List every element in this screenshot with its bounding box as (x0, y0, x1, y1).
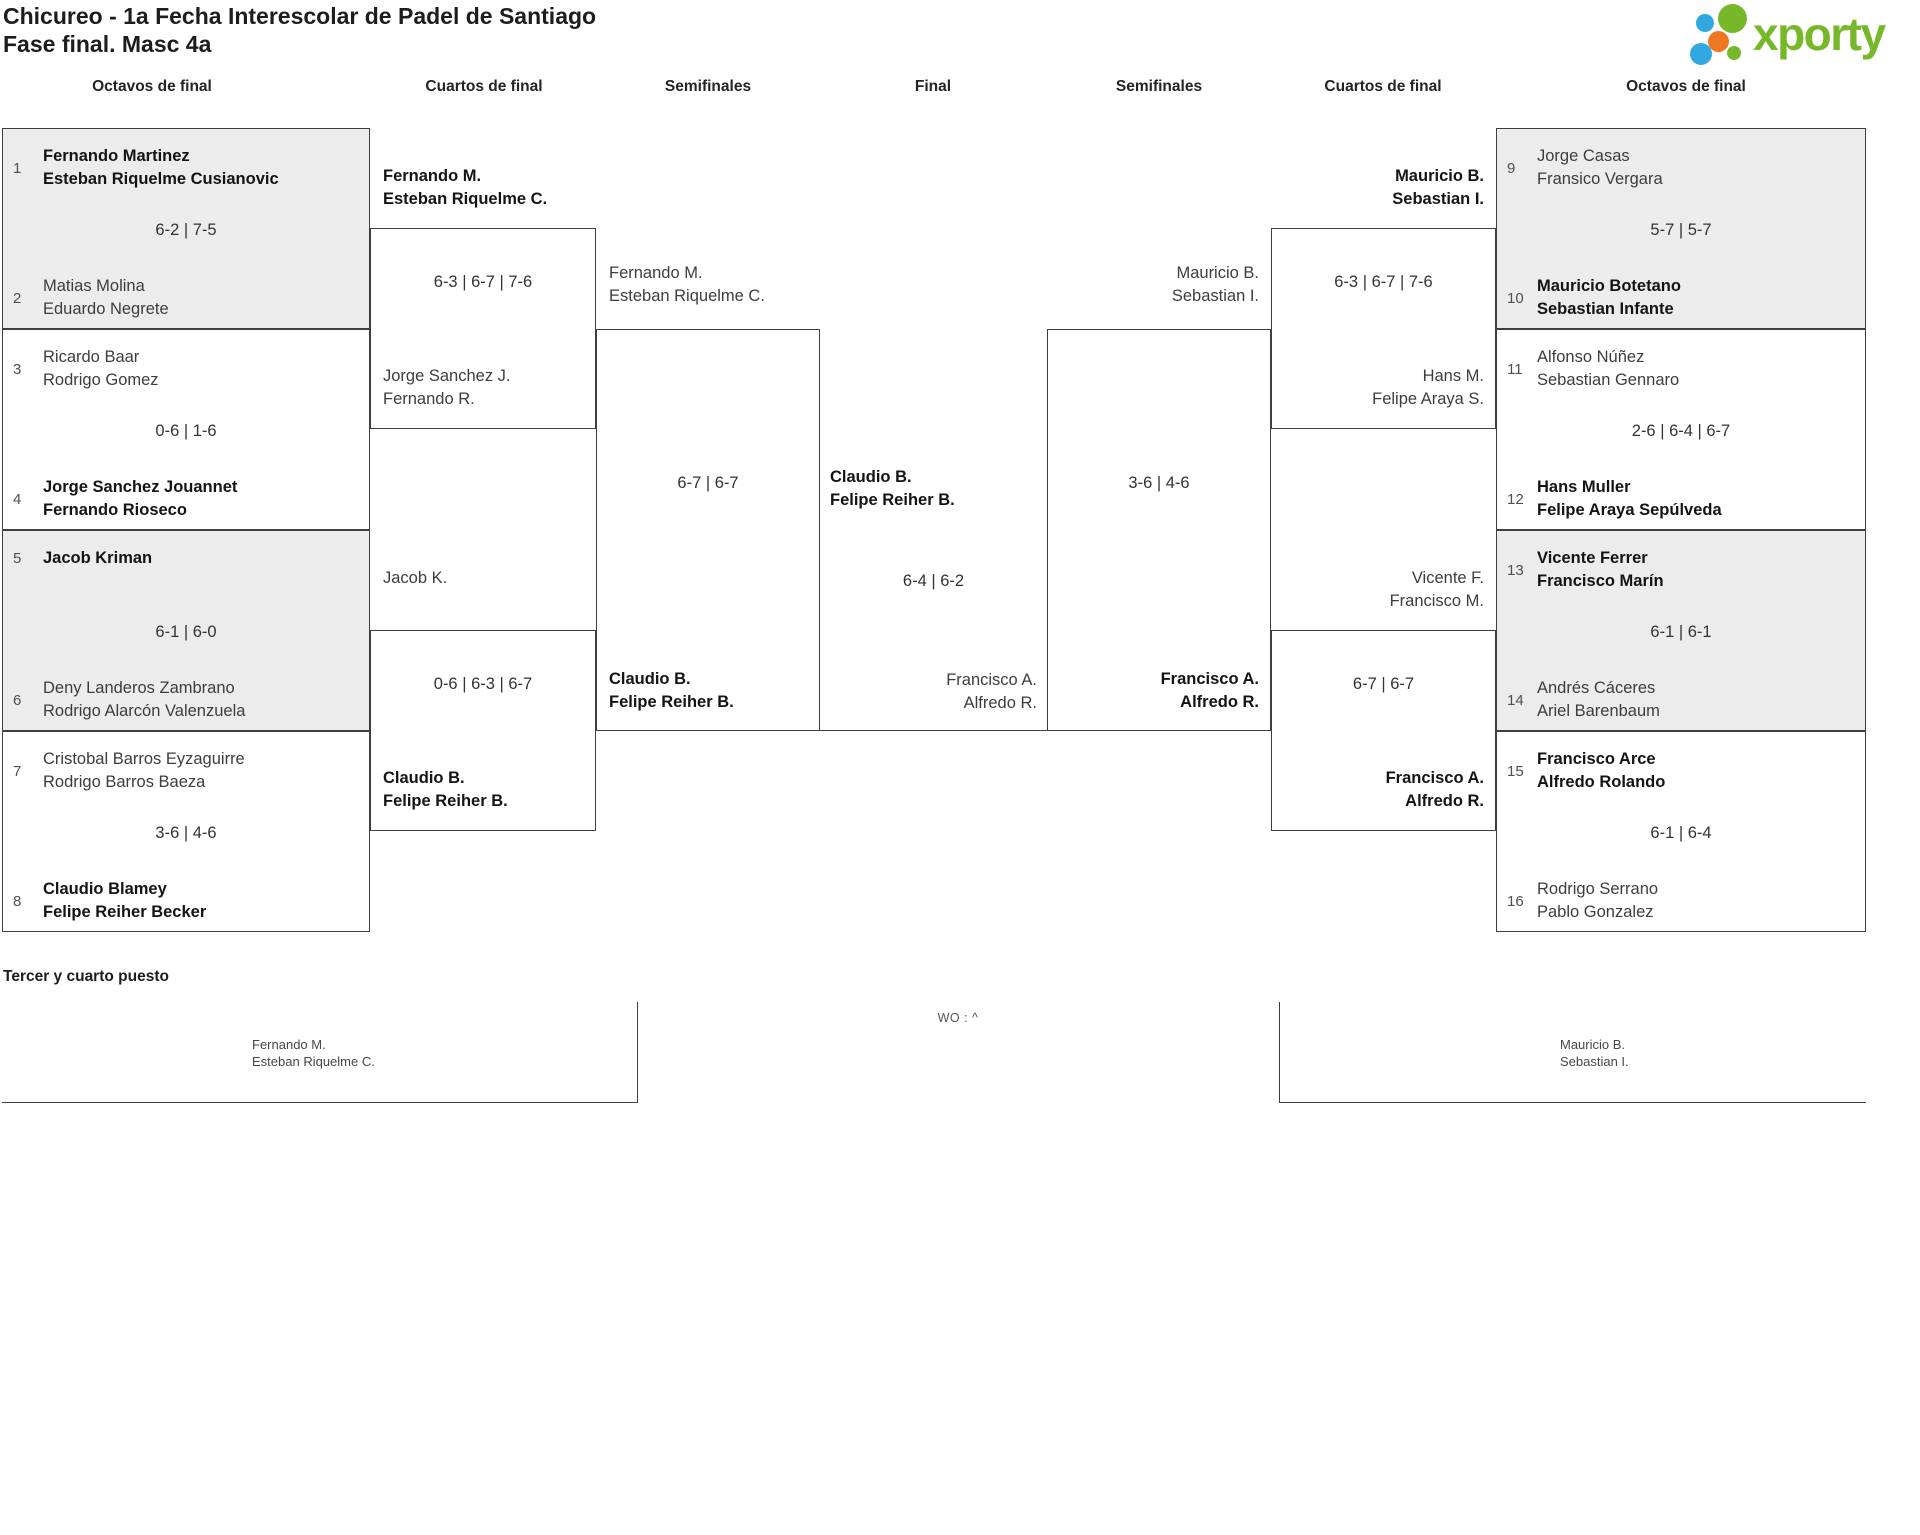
match-box-octavos-4 (2, 731, 370, 932)
team-name: Vicente F. Francisco M. (1389, 569, 1484, 610)
team-name: Jorge Casas Fransico Vergara (1537, 147, 1663, 188)
team-row (13, 677, 361, 723)
team-row (1507, 145, 1857, 191)
logo-dot-blue-small-icon (1696, 14, 1714, 32)
seed-number: 12 (1507, 490, 1524, 508)
team-row (13, 547, 361, 570)
team-row (13, 275, 361, 321)
team-name: Claudio B. Felipe Reiher B. (609, 670, 734, 711)
match-score: 3-6 | 4-6 (1128, 474, 1190, 492)
advancing-team (383, 165, 547, 211)
team-name: Cristobal Barros Eyzaguirre Rodrigo Barros Baeza (43, 750, 245, 791)
team-name: Andrés Cáceres Ariel Barenbaum (1537, 679, 1660, 720)
match-score: 2-6 | 6-4 | 6-7 (1631, 422, 1731, 440)
match-box-quarterfinal-3 (1271, 167, 1496, 429)
page-title: Chicureo - 1a Fecha Interescolar de Padel de Santiago (3, 3, 597, 29)
round-header-cuartos-right: Cuartos de final (1324, 78, 1442, 95)
match-box-octavos-8 (1496, 731, 1866, 932)
match-score: 6-2 | 7-5 (155, 221, 217, 239)
match-box-octavos-7 (1496, 530, 1866, 731)
team-name: Francisco A. Alfredo R. (946, 671, 1037, 712)
round-header-octavos-right: Octavos de final (1626, 78, 1746, 95)
team-name: Deny Landeros Zambrano Rodrigo Alarcón Valenzuela (43, 679, 246, 720)
seed-number: 16 (1507, 892, 1524, 910)
seed-number: 10 (1507, 289, 1524, 307)
team-name: Fernando M. Esteban Riquelme C. (383, 167, 548, 208)
seed-number: 7 (13, 762, 22, 780)
third-place-team-left: Fernando M. Esteban Riquelme C. (252, 1037, 375, 1069)
match-score: 0-6 | 6-3 | 6-7 (433, 675, 533, 693)
logo-dot-blue-large-icon (1690, 43, 1712, 65)
match-box-quarterfinal-4 (1271, 569, 1496, 831)
advancing-team (609, 668, 734, 714)
advancing-team (1372, 365, 1484, 411)
team-row (13, 476, 361, 522)
logo-dot-green-small-icon (1727, 46, 1741, 60)
team-name: Francisco A. Alfredo R. (1385, 769, 1484, 810)
logo-dot-green-large-icon (1718, 4, 1747, 33)
team-row (13, 346, 361, 392)
team-name: Fernando Martinez Esteban Riquelme Cusianovic (43, 147, 279, 188)
match-box-octavos-5 (1496, 128, 1866, 329)
match-score: 6-7 | 6-7 (677, 474, 739, 492)
match-score: 6-1 | 6-1 (1650, 623, 1712, 641)
team-name: Mauricio B. Sebastian I. (1392, 167, 1484, 208)
team-name: Rodrigo Serrano Pablo Gonzalez (1537, 880, 1659, 921)
team-name: Claudio Blamey Felipe Reiher Becker (43, 880, 207, 921)
third-place-title: Tercer y cuarto puesto (3, 968, 169, 985)
match-box-semifinal-2 (1047, 264, 1271, 731)
seed-number: 4 (13, 490, 22, 508)
advancing-team (383, 365, 511, 411)
advancing-team (1392, 165, 1484, 211)
walkover-note: WO : ^ (937, 1011, 979, 1025)
advancing-team (1161, 668, 1259, 714)
team-row (1507, 476, 1857, 522)
team-name: Claudio B. Felipe Reiher B. (383, 769, 508, 810)
team-name: Hans Muller Felipe Araya Sepúlveda (1537, 478, 1722, 519)
round-header-cuartos-left: Cuartos de final (425, 78, 543, 95)
advancing-team (609, 262, 765, 308)
match-box-octavos-6 (1496, 329, 1866, 530)
team-name: Mauricio B. Sebastian I. (1171, 264, 1259, 305)
match-box-octavos-2 (2, 329, 370, 530)
team-name: Vicente Ferrer Francisco Marín (1537, 549, 1664, 590)
match-box-semifinal-1 (596, 264, 820, 731)
seed-number: 11 (1507, 360, 1523, 378)
team-row (1507, 878, 1857, 924)
team-row (1507, 748, 1857, 794)
match-score: 5-7 | 5-7 (1650, 221, 1712, 239)
advancing-team (1386, 767, 1484, 813)
match-score: 6-1 | 6-4 (1650, 824, 1712, 842)
final-winner (830, 466, 955, 512)
seed-number: 13 (1507, 561, 1524, 579)
team-name: Jorge Sanchez J. Fernando R. (383, 367, 511, 408)
match-score: 6-3 | 6-7 | 7-6 (433, 273, 533, 291)
seed-number: 3 (13, 360, 22, 378)
team-name: Claudio B. Felipe Reiher B. (830, 468, 955, 509)
team-row (1507, 346, 1857, 392)
seed-number: 8 (13, 892, 22, 910)
team-name: Fernando M. Esteban Riquelme C. (609, 264, 765, 305)
team-row (13, 748, 361, 794)
advancing-team (383, 767, 508, 813)
match-score: 6-1 | 6-0 (155, 623, 217, 641)
final-score: 6-4 | 6-2 (902, 572, 965, 590)
logo-wordmark: xporty (1753, 8, 1885, 60)
team-row (1507, 275, 1857, 321)
seed-number: 5 (13, 550, 22, 567)
match-score: 6-7 | 6-7 (1352, 675, 1415, 693)
team-name: Hans M. Felipe Araya S. (1372, 367, 1484, 408)
page-subtitle: Fase final. Masc 4a (3, 31, 212, 57)
advancing-team (1172, 262, 1259, 308)
seed-number: 15 (1507, 762, 1524, 780)
team-name: Alfonso Núñez Sebastian Gennaro (1537, 348, 1680, 389)
team-name: Jacob Kriman (43, 549, 153, 567)
final-loser (820, 669, 1037, 715)
team-name: Francisco Arce Alfredo Rolando (1537, 750, 1666, 791)
team-name: Ricardo Baar Rodrigo Gomez (43, 348, 159, 389)
team-name: Matias Molina Eduardo Negrete (43, 277, 169, 318)
team-name: Mauricio Botetano Sebastian Infante (1537, 277, 1681, 318)
xporty-logo[interactable] (1692, 2, 1917, 66)
advancing-team (383, 567, 447, 590)
match-box-quarterfinal-1 (370, 167, 596, 429)
team-row (13, 145, 361, 191)
team-row (1507, 677, 1857, 723)
match-score: 0-6 | 1-6 (155, 422, 217, 440)
match-box-quarterfinal-2 (370, 569, 596, 831)
team-name: Jacob K. (383, 569, 448, 587)
seed-number: 9 (1507, 159, 1516, 177)
round-header-semis-right: Semifinales (1115, 78, 1203, 95)
round-header-final: Final (914, 78, 952, 95)
match-score: 3-6 | 4-6 (155, 824, 217, 842)
team-row (1507, 547, 1857, 593)
seed-number: 6 (13, 691, 22, 709)
match-score: 6-3 | 6-7 | 7-6 (1334, 273, 1433, 291)
round-header-semis-left: Semifinales (664, 78, 752, 95)
seed-number: 2 (13, 289, 22, 307)
round-header-octavos-left: Octavos de final (92, 78, 212, 95)
match-box-octavos-3 (2, 530, 370, 731)
advancing-team (1390, 567, 1484, 613)
seed-number: 1 (13, 159, 22, 177)
seed-number: 14 (1507, 691, 1524, 709)
third-place-team-right: Mauricio B. Sebastian I. (1560, 1037, 1629, 1069)
match-box-octavos-1 (2, 128, 370, 329)
team-name: Jorge Sanchez Jouannet Fernando Rioseco (43, 478, 238, 519)
team-row (13, 878, 361, 924)
team-name: Francisco A. Alfredo R. (1160, 670, 1259, 711)
